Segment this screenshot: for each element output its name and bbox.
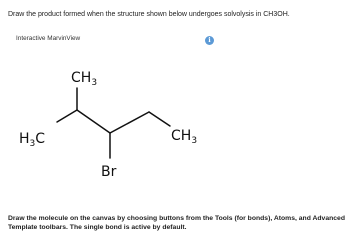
- question-prompt: Draw the product formed when the structure shown below undergoes solvolysis in CH3OH.: [8, 11, 290, 18]
- info-icon[interactable]: i: [205, 36, 214, 45]
- atom-right-methyl: $CH_3$: [171, 128, 198, 146]
- atom-bromine: Br: [101, 164, 117, 180]
- bond-c3-c4: [110, 112, 149, 133]
- bond-c2-c3: [77, 110, 110, 133]
- atom-left-methyl: $H_3C$: [19, 131, 46, 149]
- marvin-view-label: Interactive MarvinView: [16, 35, 81, 42]
- molecule-structure: [0, 48, 350, 198]
- atom-top-methyl: $CH_3$: [71, 70, 98, 88]
- bond-c4-c5: [149, 112, 170, 126]
- drawing-instructions: Draw the molecule on the canvas by choosing buttons from the Tools (for bonds), Atoms, and Advanced Template toolbars. The single bond is active by default.: [8, 215, 345, 231]
- bond-c1-c2: [57, 110, 77, 122]
